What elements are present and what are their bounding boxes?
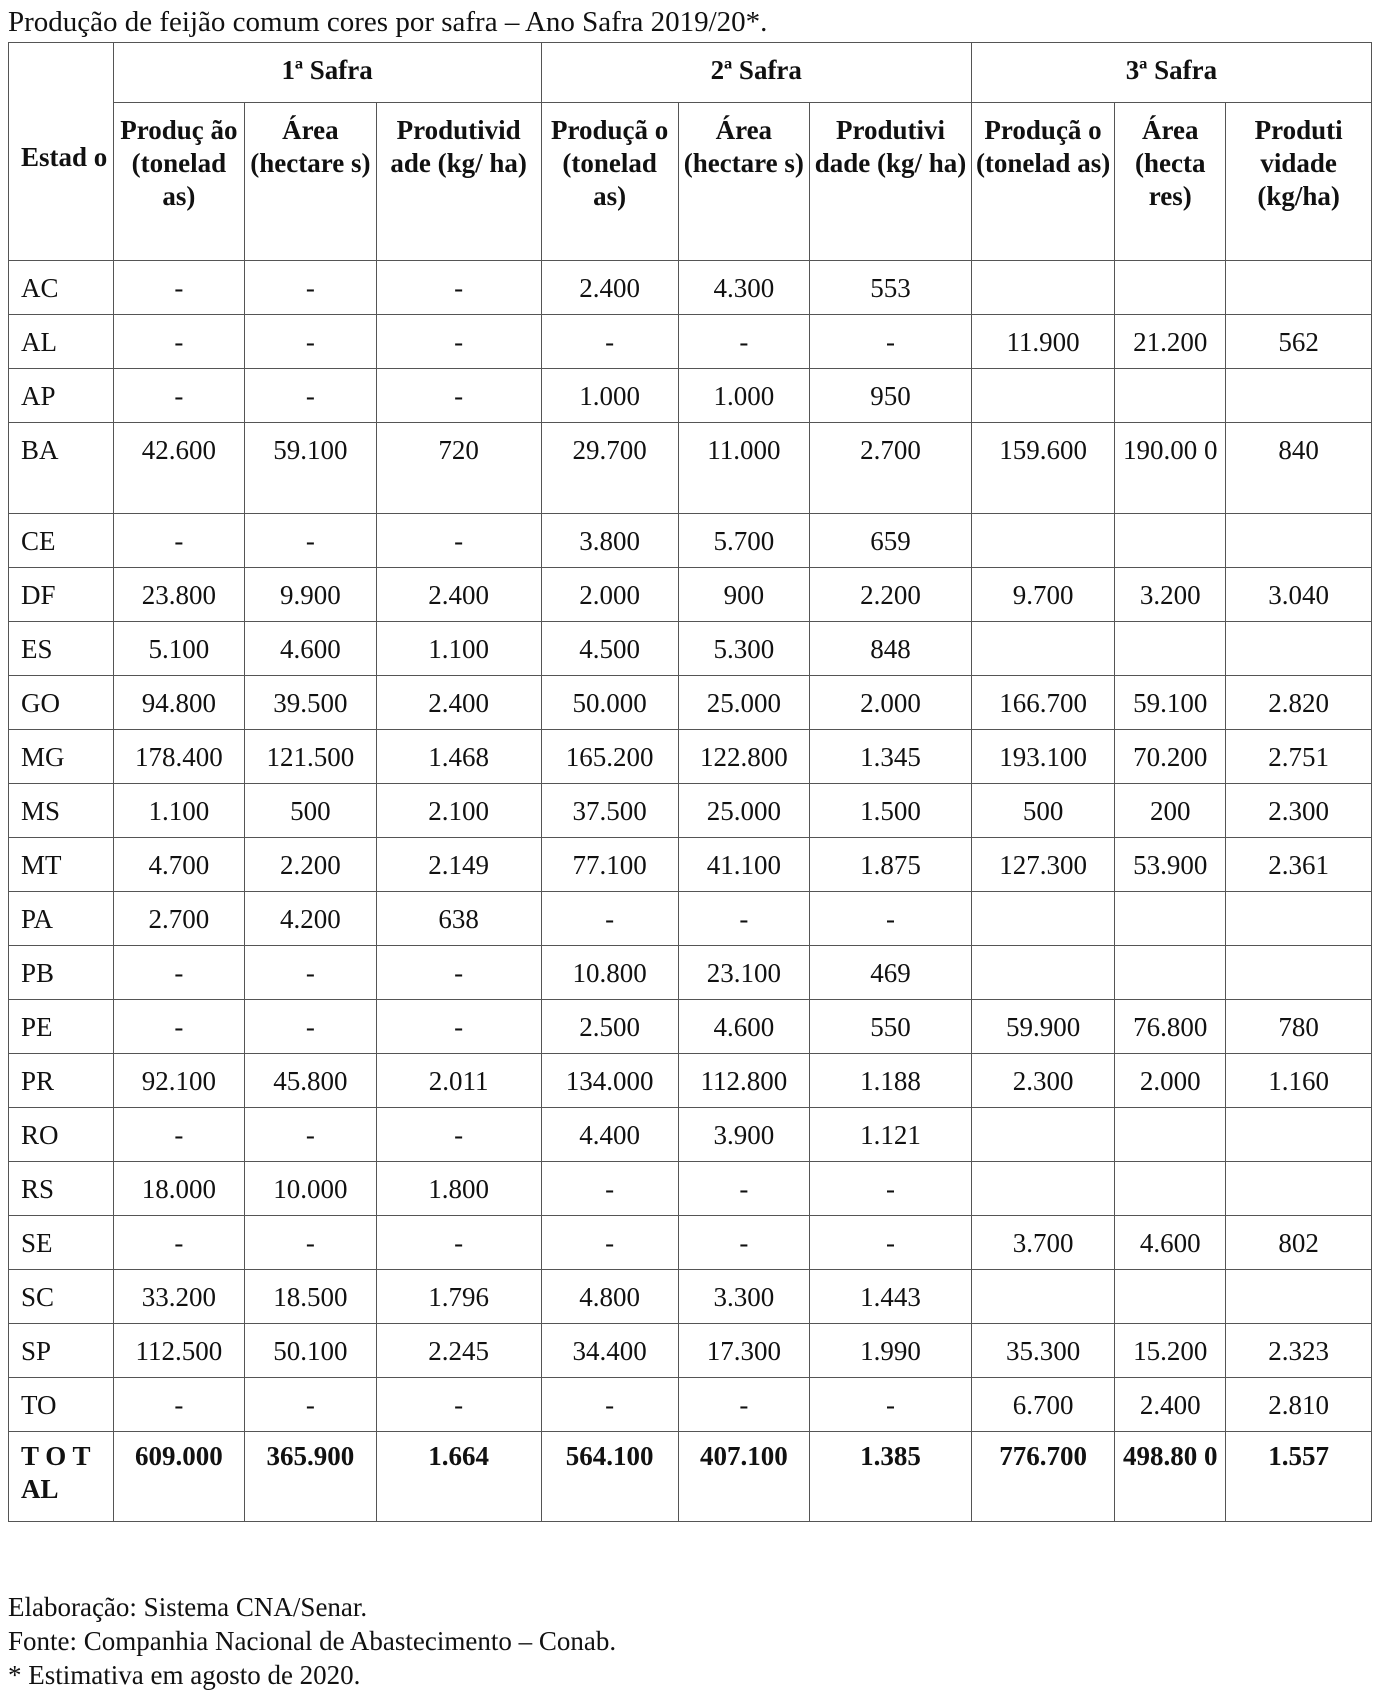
value-cell (1226, 514, 1372, 568)
value-cell: 159.600 (971, 423, 1114, 514)
value-cell: 4.500 (541, 622, 678, 676)
value-cell: - (245, 315, 377, 369)
value-cell: - (245, 1216, 377, 1270)
value-cell: 59.100 (1115, 676, 1226, 730)
value-cell: 2.810 (1226, 1378, 1372, 1432)
col-header-produtividade-3: Produti vidade (kg/ha) (1226, 103, 1372, 261)
value-cell: 500 (245, 784, 377, 838)
value-cell: 23.800 (113, 568, 245, 622)
value-cell: 1.557 (1226, 1432, 1372, 1522)
table-row (9, 261, 1372, 315)
value-cell: - (678, 315, 810, 369)
value-cell: 1.385 (810, 1432, 972, 1522)
estado-cell: SC (9, 1270, 114, 1324)
value-cell: - (376, 261, 541, 315)
value-cell: 11.000 (678, 423, 810, 514)
value-cell: - (541, 892, 678, 946)
value-cell (971, 261, 1114, 315)
value-cell: 1.121 (810, 1108, 972, 1162)
col-header-producao-3: Produçã o (tonelad as) (971, 103, 1114, 261)
value-cell: - (113, 1378, 245, 1432)
value-cell: - (810, 1378, 972, 1432)
value-cell (1226, 261, 1372, 315)
value-cell (1115, 261, 1226, 315)
estado-cell: MS (9, 784, 114, 838)
safra-header-3: 3ª Safra (971, 43, 1371, 103)
value-cell: 200 (1115, 784, 1226, 838)
value-cell: - (113, 369, 245, 423)
value-cell: 776.700 (971, 1432, 1114, 1522)
value-cell: - (376, 514, 541, 568)
value-cell: 550 (810, 1000, 972, 1054)
value-cell: 1.990 (810, 1324, 972, 1378)
value-cell: 34.400 (541, 1324, 678, 1378)
footnotes (8, 1590, 616, 1692)
value-cell: 2.500 (541, 1000, 678, 1054)
value-cell: - (113, 946, 245, 1000)
value-cell: 1.443 (810, 1270, 972, 1324)
value-cell: 122.800 (678, 730, 810, 784)
table-row (9, 1378, 1372, 1432)
value-cell: 2.400 (541, 261, 678, 315)
value-cell: 2.300 (971, 1054, 1114, 1108)
col-header-area-2: Área (hectare s) (678, 103, 810, 261)
value-cell: - (541, 315, 678, 369)
col-header-produtividade-1: Produtivid ade (kg/ ha) (376, 103, 541, 261)
value-cell: - (113, 1000, 245, 1054)
value-cell: 2.751 (1226, 730, 1372, 784)
value-cell: - (541, 1162, 678, 1216)
value-cell: 5.300 (678, 622, 810, 676)
value-cell: 553 (810, 261, 972, 315)
total-row (9, 1432, 1372, 1522)
value-cell (1115, 892, 1226, 946)
col-header-area-1: Área (hectare s) (245, 103, 377, 261)
table-title: Produção de feijão comum cores por safra – Ano Safra 2019/20*. (8, 6, 768, 38)
estado-cell: DF (9, 568, 114, 622)
value-cell: - (810, 1162, 972, 1216)
value-cell: 659 (810, 514, 972, 568)
value-cell: 76.800 (1115, 1000, 1226, 1054)
table-row (9, 369, 1372, 423)
value-cell (971, 514, 1114, 568)
table-row (9, 1108, 1372, 1162)
value-cell: 2.149 (376, 838, 541, 892)
value-cell: 59.100 (245, 423, 377, 514)
value-cell: 4.400 (541, 1108, 678, 1162)
value-cell: 41.100 (678, 838, 810, 892)
value-cell: - (376, 369, 541, 423)
value-cell: 2.245 (376, 1324, 541, 1378)
safra-header-row (9, 43, 1372, 103)
estado-cell: SE (9, 1216, 114, 1270)
production-table (8, 42, 1372, 1522)
table-row (9, 784, 1372, 838)
estado-cell: TO (9, 1378, 114, 1432)
value-cell: 500 (971, 784, 1114, 838)
estado-cell: RS (9, 1162, 114, 1216)
value-cell (971, 946, 1114, 1000)
value-cell: - (245, 261, 377, 315)
value-cell: 1.100 (113, 784, 245, 838)
col-header-area-3: Área (hecta res) (1115, 103, 1226, 261)
value-cell: 50.100 (245, 1324, 377, 1378)
value-cell: - (245, 369, 377, 423)
value-cell: 25.000 (678, 676, 810, 730)
value-cell: 166.700 (971, 676, 1114, 730)
value-cell: 3.200 (1115, 568, 1226, 622)
value-cell: 2.323 (1226, 1324, 1372, 1378)
value-cell: - (376, 1378, 541, 1432)
table-row (9, 423, 1372, 514)
value-cell: - (113, 514, 245, 568)
value-cell: 950 (810, 369, 972, 423)
value-cell: 638 (376, 892, 541, 946)
table-row (9, 730, 1372, 784)
value-cell: 178.400 (113, 730, 245, 784)
value-cell (1115, 622, 1226, 676)
estado-cell: RO (9, 1108, 114, 1162)
value-cell: - (376, 1000, 541, 1054)
value-cell: - (245, 946, 377, 1000)
value-cell: 193.100 (971, 730, 1114, 784)
value-cell: - (678, 1162, 810, 1216)
value-cell: 1.468 (376, 730, 541, 784)
table-row (9, 1054, 1372, 1108)
value-cell: 17.300 (678, 1324, 810, 1378)
value-cell (1226, 946, 1372, 1000)
table-row (9, 892, 1372, 946)
value-cell: 134.000 (541, 1054, 678, 1108)
value-cell: - (678, 892, 810, 946)
value-cell: 609.000 (113, 1432, 245, 1522)
value-cell: 1.000 (678, 369, 810, 423)
value-cell: 4.300 (678, 261, 810, 315)
table-row (9, 1000, 1372, 1054)
value-cell: 1.500 (810, 784, 972, 838)
value-cell: 33.200 (113, 1270, 245, 1324)
value-cell (1115, 514, 1226, 568)
value-cell: 564.100 (541, 1432, 678, 1522)
column-header-row (9, 103, 1372, 261)
col-header-producao-1: Produç ão (tonelad as) (113, 103, 245, 261)
estado-cell: BA (9, 423, 114, 514)
value-cell: 498.80 0 (1115, 1432, 1226, 1522)
value-cell: 3.700 (971, 1216, 1114, 1270)
value-cell: - (678, 1216, 810, 1270)
value-cell: 4.200 (245, 892, 377, 946)
value-cell: - (245, 1108, 377, 1162)
table-row (9, 1162, 1372, 1216)
safra-header-1: 1ª Safra (113, 43, 541, 103)
estado-cell: CE (9, 514, 114, 568)
estado-cell: T O T AL (9, 1432, 114, 1522)
value-cell: - (376, 1108, 541, 1162)
value-cell: 407.100 (678, 1432, 810, 1522)
value-cell: 840 (1226, 423, 1372, 514)
value-cell: 112.500 (113, 1324, 245, 1378)
value-cell: - (376, 315, 541, 369)
value-cell: 2.400 (1115, 1378, 1226, 1432)
value-cell: 15.200 (1115, 1324, 1226, 1378)
value-cell (971, 1270, 1114, 1324)
value-cell: - (113, 1108, 245, 1162)
value-cell: - (810, 892, 972, 946)
note-estimativa: * Estimativa em agosto de 2020. (8, 1660, 361, 1690)
estado-cell: MG (9, 730, 114, 784)
value-cell: - (245, 514, 377, 568)
value-cell: 35.300 (971, 1324, 1114, 1378)
value-cell: 59.900 (971, 1000, 1114, 1054)
value-cell: 50.000 (541, 676, 678, 730)
value-cell: - (376, 946, 541, 1000)
estado-cell: AC (9, 261, 114, 315)
value-cell (1226, 1108, 1372, 1162)
value-cell: 53.900 (1115, 838, 1226, 892)
value-cell: 720 (376, 423, 541, 514)
value-cell: 5.700 (678, 514, 810, 568)
value-cell: 77.100 (541, 838, 678, 892)
value-cell: 2.300 (1226, 784, 1372, 838)
value-cell: 18.500 (245, 1270, 377, 1324)
table-row (9, 622, 1372, 676)
table-row (9, 676, 1372, 730)
estado-cell: ES (9, 622, 114, 676)
value-cell: 25.000 (678, 784, 810, 838)
value-cell: 3.040 (1226, 568, 1372, 622)
value-cell (1226, 1270, 1372, 1324)
value-cell: 2.000 (810, 676, 972, 730)
value-cell (1115, 1108, 1226, 1162)
value-cell (1226, 892, 1372, 946)
value-cell: 2.700 (113, 892, 245, 946)
table-row (9, 1216, 1372, 1270)
estado-cell: MT (9, 838, 114, 892)
value-cell: - (810, 315, 972, 369)
value-cell: - (113, 315, 245, 369)
value-cell (971, 1162, 1114, 1216)
value-cell: 92.100 (113, 1054, 245, 1108)
value-cell: 4.700 (113, 838, 245, 892)
value-cell (1115, 946, 1226, 1000)
value-cell: 6.700 (971, 1378, 1114, 1432)
value-cell: 2.400 (376, 568, 541, 622)
value-cell: 562 (1226, 315, 1372, 369)
table-row (9, 1270, 1372, 1324)
value-cell: 11.900 (971, 315, 1114, 369)
value-cell: 121.500 (245, 730, 377, 784)
note-elaboracao: Elaboração: Sistema CNA/Senar. (8, 1592, 368, 1622)
estado-cell: SP (9, 1324, 114, 1378)
value-cell: 469 (810, 946, 972, 1000)
value-cell (1226, 622, 1372, 676)
value-cell: 4.600 (1115, 1216, 1226, 1270)
value-cell (1115, 1270, 1226, 1324)
value-cell: 4.800 (541, 1270, 678, 1324)
value-cell: 3.900 (678, 1108, 810, 1162)
table-row (9, 568, 1372, 622)
value-cell: 2.400 (376, 676, 541, 730)
value-cell: 29.700 (541, 423, 678, 514)
value-cell: 2.000 (1115, 1054, 1226, 1108)
value-cell (971, 892, 1114, 946)
estado-cell: PE (9, 1000, 114, 1054)
value-cell: 1.000 (541, 369, 678, 423)
estado-cell: PA (9, 892, 114, 946)
value-cell: 1.100 (376, 622, 541, 676)
value-cell: 900 (678, 568, 810, 622)
value-cell: - (376, 1216, 541, 1270)
value-cell: 848 (810, 622, 972, 676)
value-cell (971, 369, 1114, 423)
estado-cell: AP (9, 369, 114, 423)
value-cell (971, 1108, 1114, 1162)
value-cell: 37.500 (541, 784, 678, 838)
estado-header-text: Estad o (21, 142, 108, 172)
value-cell: - (113, 261, 245, 315)
col-header-produtividade-2: Produtivi dade (kg/ ha) (810, 103, 972, 261)
value-cell: 2.000 (541, 568, 678, 622)
value-cell: 112.800 (678, 1054, 810, 1108)
value-cell (1226, 1162, 1372, 1216)
value-cell: 802 (1226, 1216, 1372, 1270)
value-cell: 2.700 (810, 423, 972, 514)
table-row (9, 315, 1372, 369)
value-cell: - (810, 1216, 972, 1270)
value-cell: - (245, 1000, 377, 1054)
value-cell (971, 622, 1114, 676)
value-cell: 1.188 (810, 1054, 972, 1108)
estado-cell: AL (9, 315, 114, 369)
estado-cell: GO (9, 676, 114, 730)
value-cell: 39.500 (245, 676, 377, 730)
value-cell: 10.000 (245, 1162, 377, 1216)
value-cell: 42.600 (113, 423, 245, 514)
value-cell: 3.300 (678, 1270, 810, 1324)
value-cell: 165.200 (541, 730, 678, 784)
col-header-producao-2: Produçã o (tonelad as) (541, 103, 678, 261)
value-cell: 9.700 (971, 568, 1114, 622)
value-cell: 70.200 (1115, 730, 1226, 784)
value-cell: 1.875 (810, 838, 972, 892)
value-cell (1115, 369, 1226, 423)
value-cell: 2.820 (1226, 676, 1372, 730)
value-cell: - (541, 1216, 678, 1270)
value-cell: 1.160 (1226, 1054, 1372, 1108)
table-row (9, 946, 1372, 1000)
estado-header (9, 43, 114, 261)
value-cell: 365.900 (245, 1432, 377, 1522)
value-cell: 3.800 (541, 514, 678, 568)
value-cell: 2.361 (1226, 838, 1372, 892)
value-cell: 18.000 (113, 1162, 245, 1216)
value-cell: - (678, 1378, 810, 1432)
value-cell: 190.00 0 (1115, 423, 1226, 514)
value-cell: 10.800 (541, 946, 678, 1000)
value-cell: - (541, 1378, 678, 1432)
value-cell: 1.345 (810, 730, 972, 784)
value-cell: 1.796 (376, 1270, 541, 1324)
safra-header-2: 2ª Safra (541, 43, 971, 103)
value-cell: 1.800 (376, 1162, 541, 1216)
value-cell: 2.100 (376, 784, 541, 838)
value-cell: 1.664 (376, 1432, 541, 1522)
estado-cell: PR (9, 1054, 114, 1108)
value-cell: 23.100 (678, 946, 810, 1000)
value-cell (1115, 1162, 1226, 1216)
value-cell: 94.800 (113, 676, 245, 730)
value-cell: 127.300 (971, 838, 1114, 892)
value-cell: 780 (1226, 1000, 1372, 1054)
value-cell (1226, 369, 1372, 423)
value-cell: - (245, 1378, 377, 1432)
value-cell: 2.200 (810, 568, 972, 622)
table-row (9, 838, 1372, 892)
value-cell: 2.011 (376, 1054, 541, 1108)
value-cell: - (113, 1216, 245, 1270)
value-cell: 9.900 (245, 568, 377, 622)
table-row (9, 1324, 1372, 1378)
note-fonte: Fonte: Companhia Nacional de Abastecimento – Conab. (8, 1626, 617, 1656)
value-cell: 21.200 (1115, 315, 1226, 369)
value-cell: 45.800 (245, 1054, 377, 1108)
table-row (9, 514, 1372, 568)
value-cell: 4.600 (678, 1000, 810, 1054)
estado-cell: PB (9, 946, 114, 1000)
value-cell: 4.600 (245, 622, 377, 676)
value-cell: 2.200 (245, 838, 377, 892)
value-cell: 5.100 (113, 622, 245, 676)
